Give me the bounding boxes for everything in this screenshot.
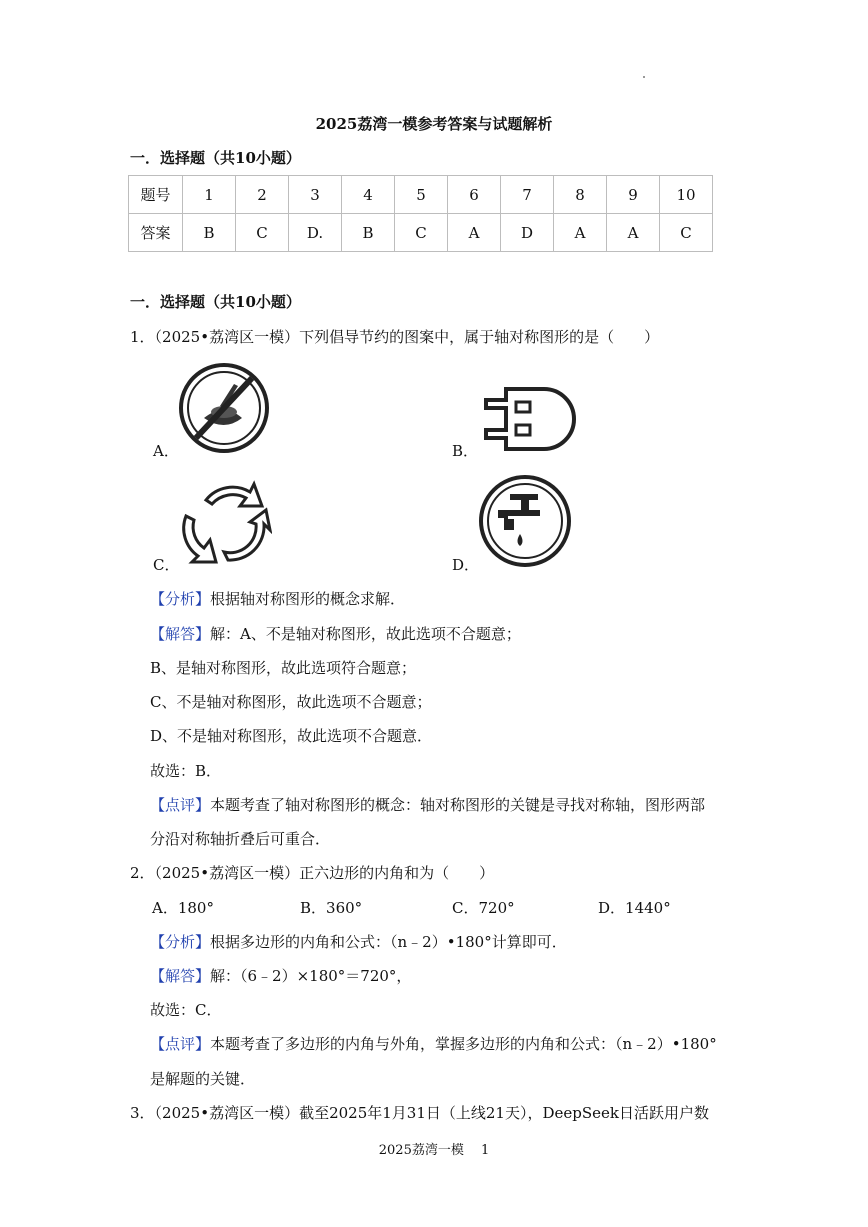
table-cell: A (607, 214, 660, 252)
table-cell: D (501, 214, 554, 252)
option-d-label: D． (452, 556, 480, 574)
q1-answer-line3: C、不是轴对称图形，故此选项不合题意； (150, 693, 432, 711)
answer-text: 解：（6﹣2）×180°＝720°， (210, 967, 412, 985)
q2-comment (150, 1033, 717, 1054)
question-2-stem: 2．（2025•荔湾区一模）正六边形的内角和为（ ） (130, 864, 495, 882)
q2-analysis (150, 931, 567, 952)
analysis-tag: 【分析】 (150, 590, 211, 608)
table-cell: 3 (289, 176, 342, 214)
answer-tag: 【解答】 (150, 967, 211, 985)
comment-tag: 【点评】 (150, 1035, 211, 1053)
table-cell: 10 (660, 176, 713, 214)
comment-tag: 【点评】 (150, 796, 211, 814)
recycle-icon (176, 476, 272, 568)
table-cell: 6 (448, 176, 501, 214)
q2-answer (150, 965, 411, 986)
q2-option-a: A．180° (152, 899, 214, 917)
table-cell: 8 (554, 176, 607, 214)
q2-choice: 故选：C． (150, 1001, 222, 1019)
table-header-answer: 答案 (129, 214, 183, 252)
table-cell: 2 (236, 176, 289, 214)
q1-choice: 故选：B． (150, 762, 222, 780)
q1-answer-line2: B、是轴对称图形，故此选项符合题意； (150, 659, 417, 677)
comment-text: 本题考查了轴对称图形的概念：轴对称图形的关键是寻找对称轴，图形两部 (210, 796, 706, 814)
table-cell: C (660, 214, 713, 252)
q1-answer (150, 623, 521, 644)
page-title: 2025荔湾一模参考答案与试题解析 (315, 115, 553, 133)
analysis-tag: 【分析】 (150, 933, 211, 951)
page-speck (643, 76, 645, 78)
table-cell: A (554, 214, 607, 252)
comment-text: 本题考查了多边形的内角与外角，掌握多边形的内角和公式：（n﹣2）•180° (210, 1035, 717, 1053)
table-cell: 9 (607, 176, 660, 214)
answer-table (128, 175, 713, 252)
table-cell: 5 (395, 176, 448, 214)
table-cell: B (342, 214, 395, 252)
table-cell: 7 (501, 176, 554, 214)
question-3-stem: 3．（2025•荔湾区一模）截至2025年1月31日（上线21天），DeepSeek日活跃用户数 (130, 1104, 709, 1122)
option-c-label: C． (153, 556, 180, 574)
table-cell: C (236, 214, 289, 252)
analysis-text: 根据轴对称图形的概念求解． (210, 590, 406, 608)
q2-option-c: C．720° (452, 899, 515, 917)
q1-analysis (150, 588, 405, 609)
page-footer: 2025荔湾一模 1 (378, 1143, 490, 1158)
table-row-answers (129, 214, 713, 252)
q1-comment-line2: 分沿对称轴折叠后可重合． (150, 830, 331, 848)
no-food-icon (178, 362, 270, 454)
q1-answer-line4: D、不是轴对称图形，故此选项不合题意． (150, 727, 433, 745)
q2-option-b: B．360° (300, 899, 363, 917)
table-cell: C (395, 214, 448, 252)
question-1-stem: 1．（2025•荔湾区一模）下列倡导节约的图案中，属于轴对称图形的是（ ） (130, 328, 660, 346)
faucet-icon (478, 474, 572, 568)
table-cell: 1 (183, 176, 236, 214)
plug-icon (476, 386, 576, 452)
q1-comment (150, 794, 705, 815)
table-row-numbers (129, 176, 713, 214)
analysis-text: 根据多边形的内角和公式：（n﹣2）•180°计算即可． (210, 933, 567, 951)
table-cell: B (183, 214, 236, 252)
q2-comment-line2: 是解题的关键． (150, 1070, 256, 1088)
q2-option-d: D．1440° (598, 899, 671, 917)
section-heading: 一．选择题（共10小题） (130, 293, 301, 311)
table-cell: A (448, 214, 501, 252)
option-b-label: B． (452, 442, 479, 460)
option-a-label: A． (153, 442, 179, 460)
section-heading-top: 一．选择题（共10小题） (130, 149, 301, 167)
table-cell: 4 (342, 176, 395, 214)
answer-text: 解：A、不是轴对称图形，故此选项不合题意； (210, 625, 521, 643)
table-cell: D. (289, 214, 342, 252)
table-header-number: 题号 (129, 176, 183, 214)
answer-tag: 【解答】 (150, 625, 211, 643)
